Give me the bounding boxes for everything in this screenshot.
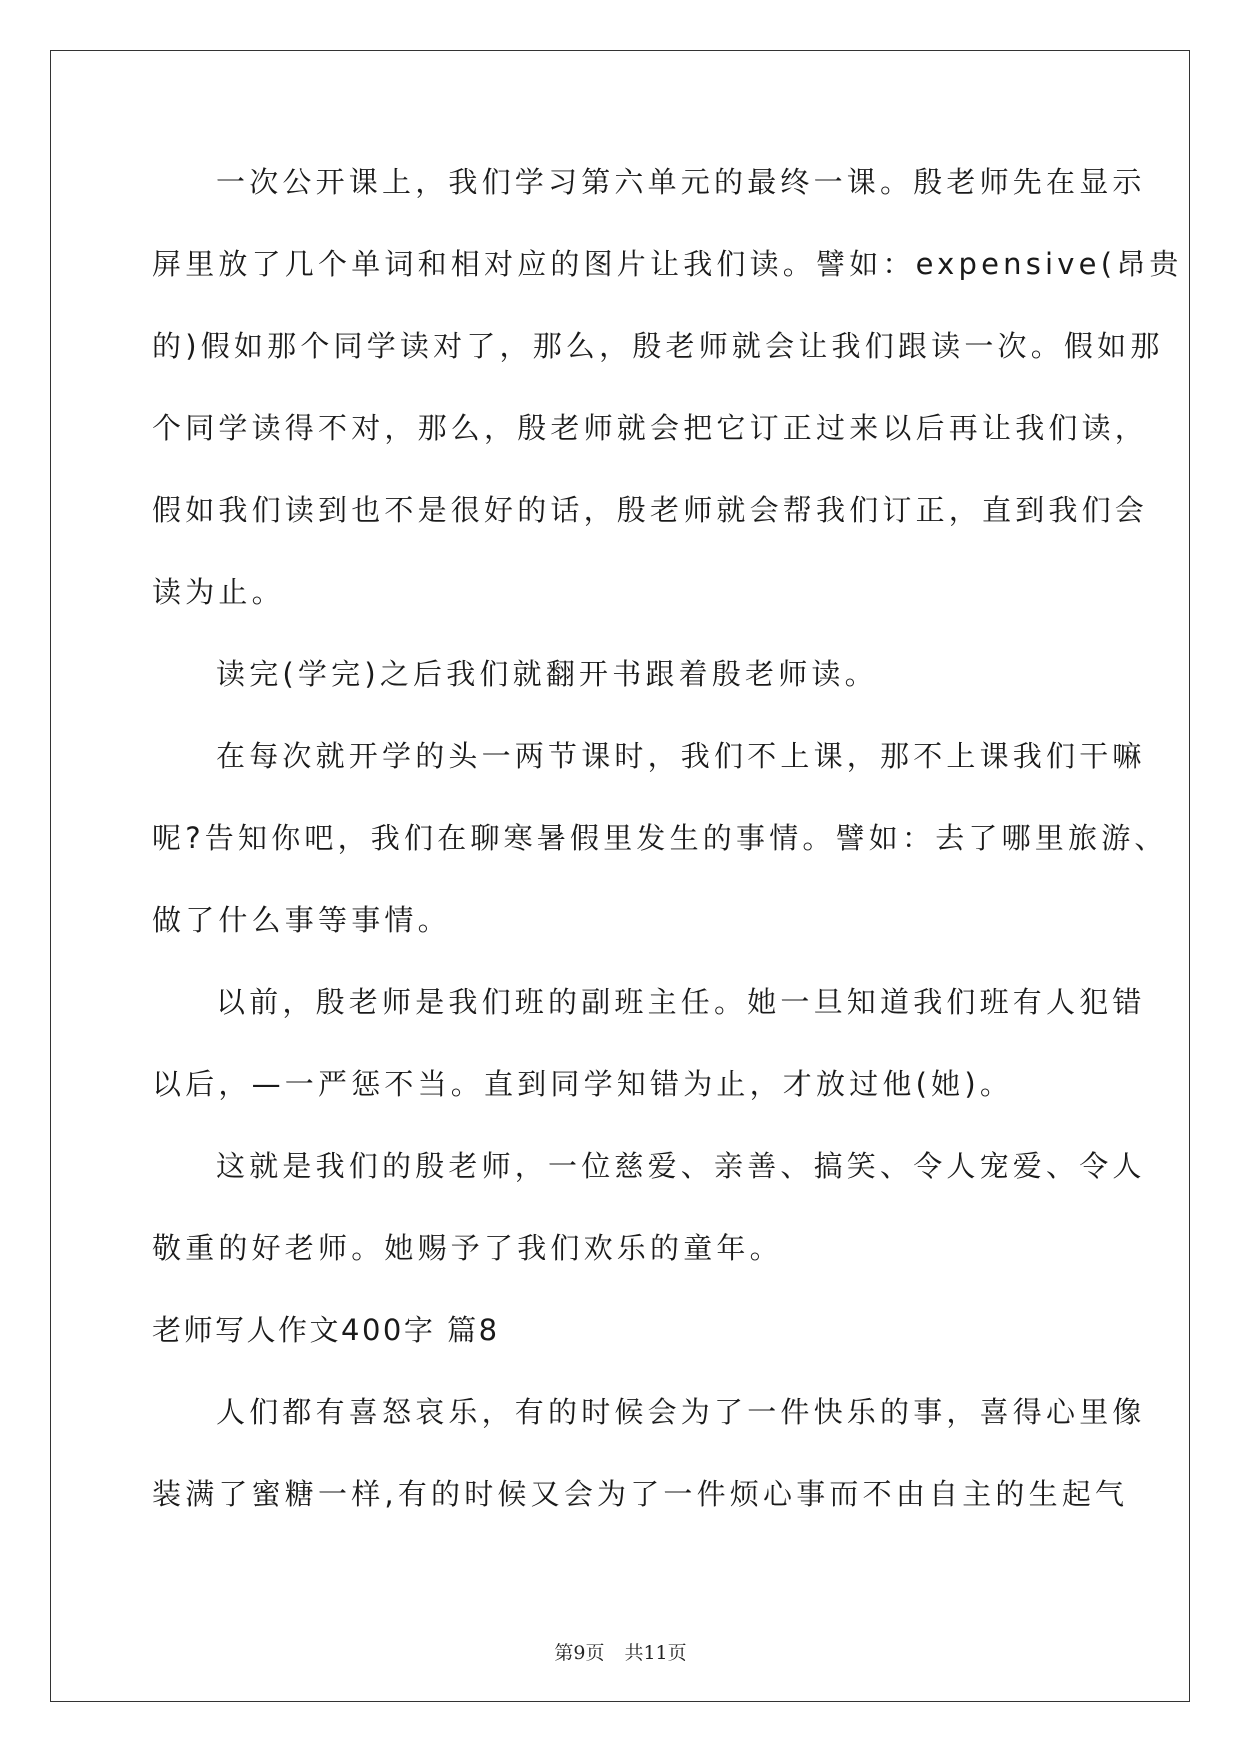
text-line: 装满了蜜糖一样,有的时候又会为了一件烦心事而不由自主的生起气 xyxy=(152,1477,1129,1511)
text-line: 以后，—一严惩不当。直到同学知错为止，才放过他(她)。 xyxy=(152,1067,1014,1101)
text-line: 读完(学完)之后我们就翻开书跟着殷老师读。 xyxy=(216,657,878,691)
section-heading: 老师写人作文400字 篇8 xyxy=(152,1313,500,1347)
text-line: 人们都有喜怒哀乐，有的时候会为了一件快乐的事，喜得心里像 xyxy=(216,1395,1146,1429)
document-body xyxy=(152,156,1183,1550)
text-line: 这就是我们的殷老师，一位慈爱、亲善、搞笑、令人宠爱、令人 xyxy=(216,1149,1146,1183)
text-line: 敬重的好老师。她赐予了我们欢乐的童年。 xyxy=(152,1231,783,1265)
text-line: 在每次就开学的头一两节课时，我们不上课，那不上课我们干嘛 xyxy=(216,739,1146,773)
text-line: 假如我们读到也不是很好的话，殷老师就会帮我们订正，直到我们会 xyxy=(152,493,1149,527)
text-line: 的)假如那个同学读对了，那么，殷老师就会让我们跟读一次。假如那 xyxy=(152,329,1164,363)
text-line: 个同学读得不对，那么，殷老师就会把它订正过来以后再让我们读， xyxy=(152,411,1149,445)
text-line: 屏里放了几个单词和相对应的图片让我们读。譬如：expensive(昂贵 xyxy=(152,247,1183,281)
total-pages-label: 共11页 xyxy=(624,1642,687,1664)
text-line: 一次公开课上，我们学习第六单元的最终一课。殷老师先在显示 xyxy=(216,165,1146,199)
text-line: 做了什么事等事情。 xyxy=(152,903,451,937)
text-line: 以前，殷老师是我们班的副班主任。她一旦知道我们班有人犯错 xyxy=(216,985,1146,1019)
text-line: 读为止。 xyxy=(152,575,285,609)
current-page-label: 第9页 xyxy=(554,1642,605,1664)
page-footer xyxy=(0,1640,1241,1666)
text-line: 呢?告知你吧，我们在聊寒暑假里发生的事情。譬如：去了哪里旅游、 xyxy=(152,821,1168,855)
